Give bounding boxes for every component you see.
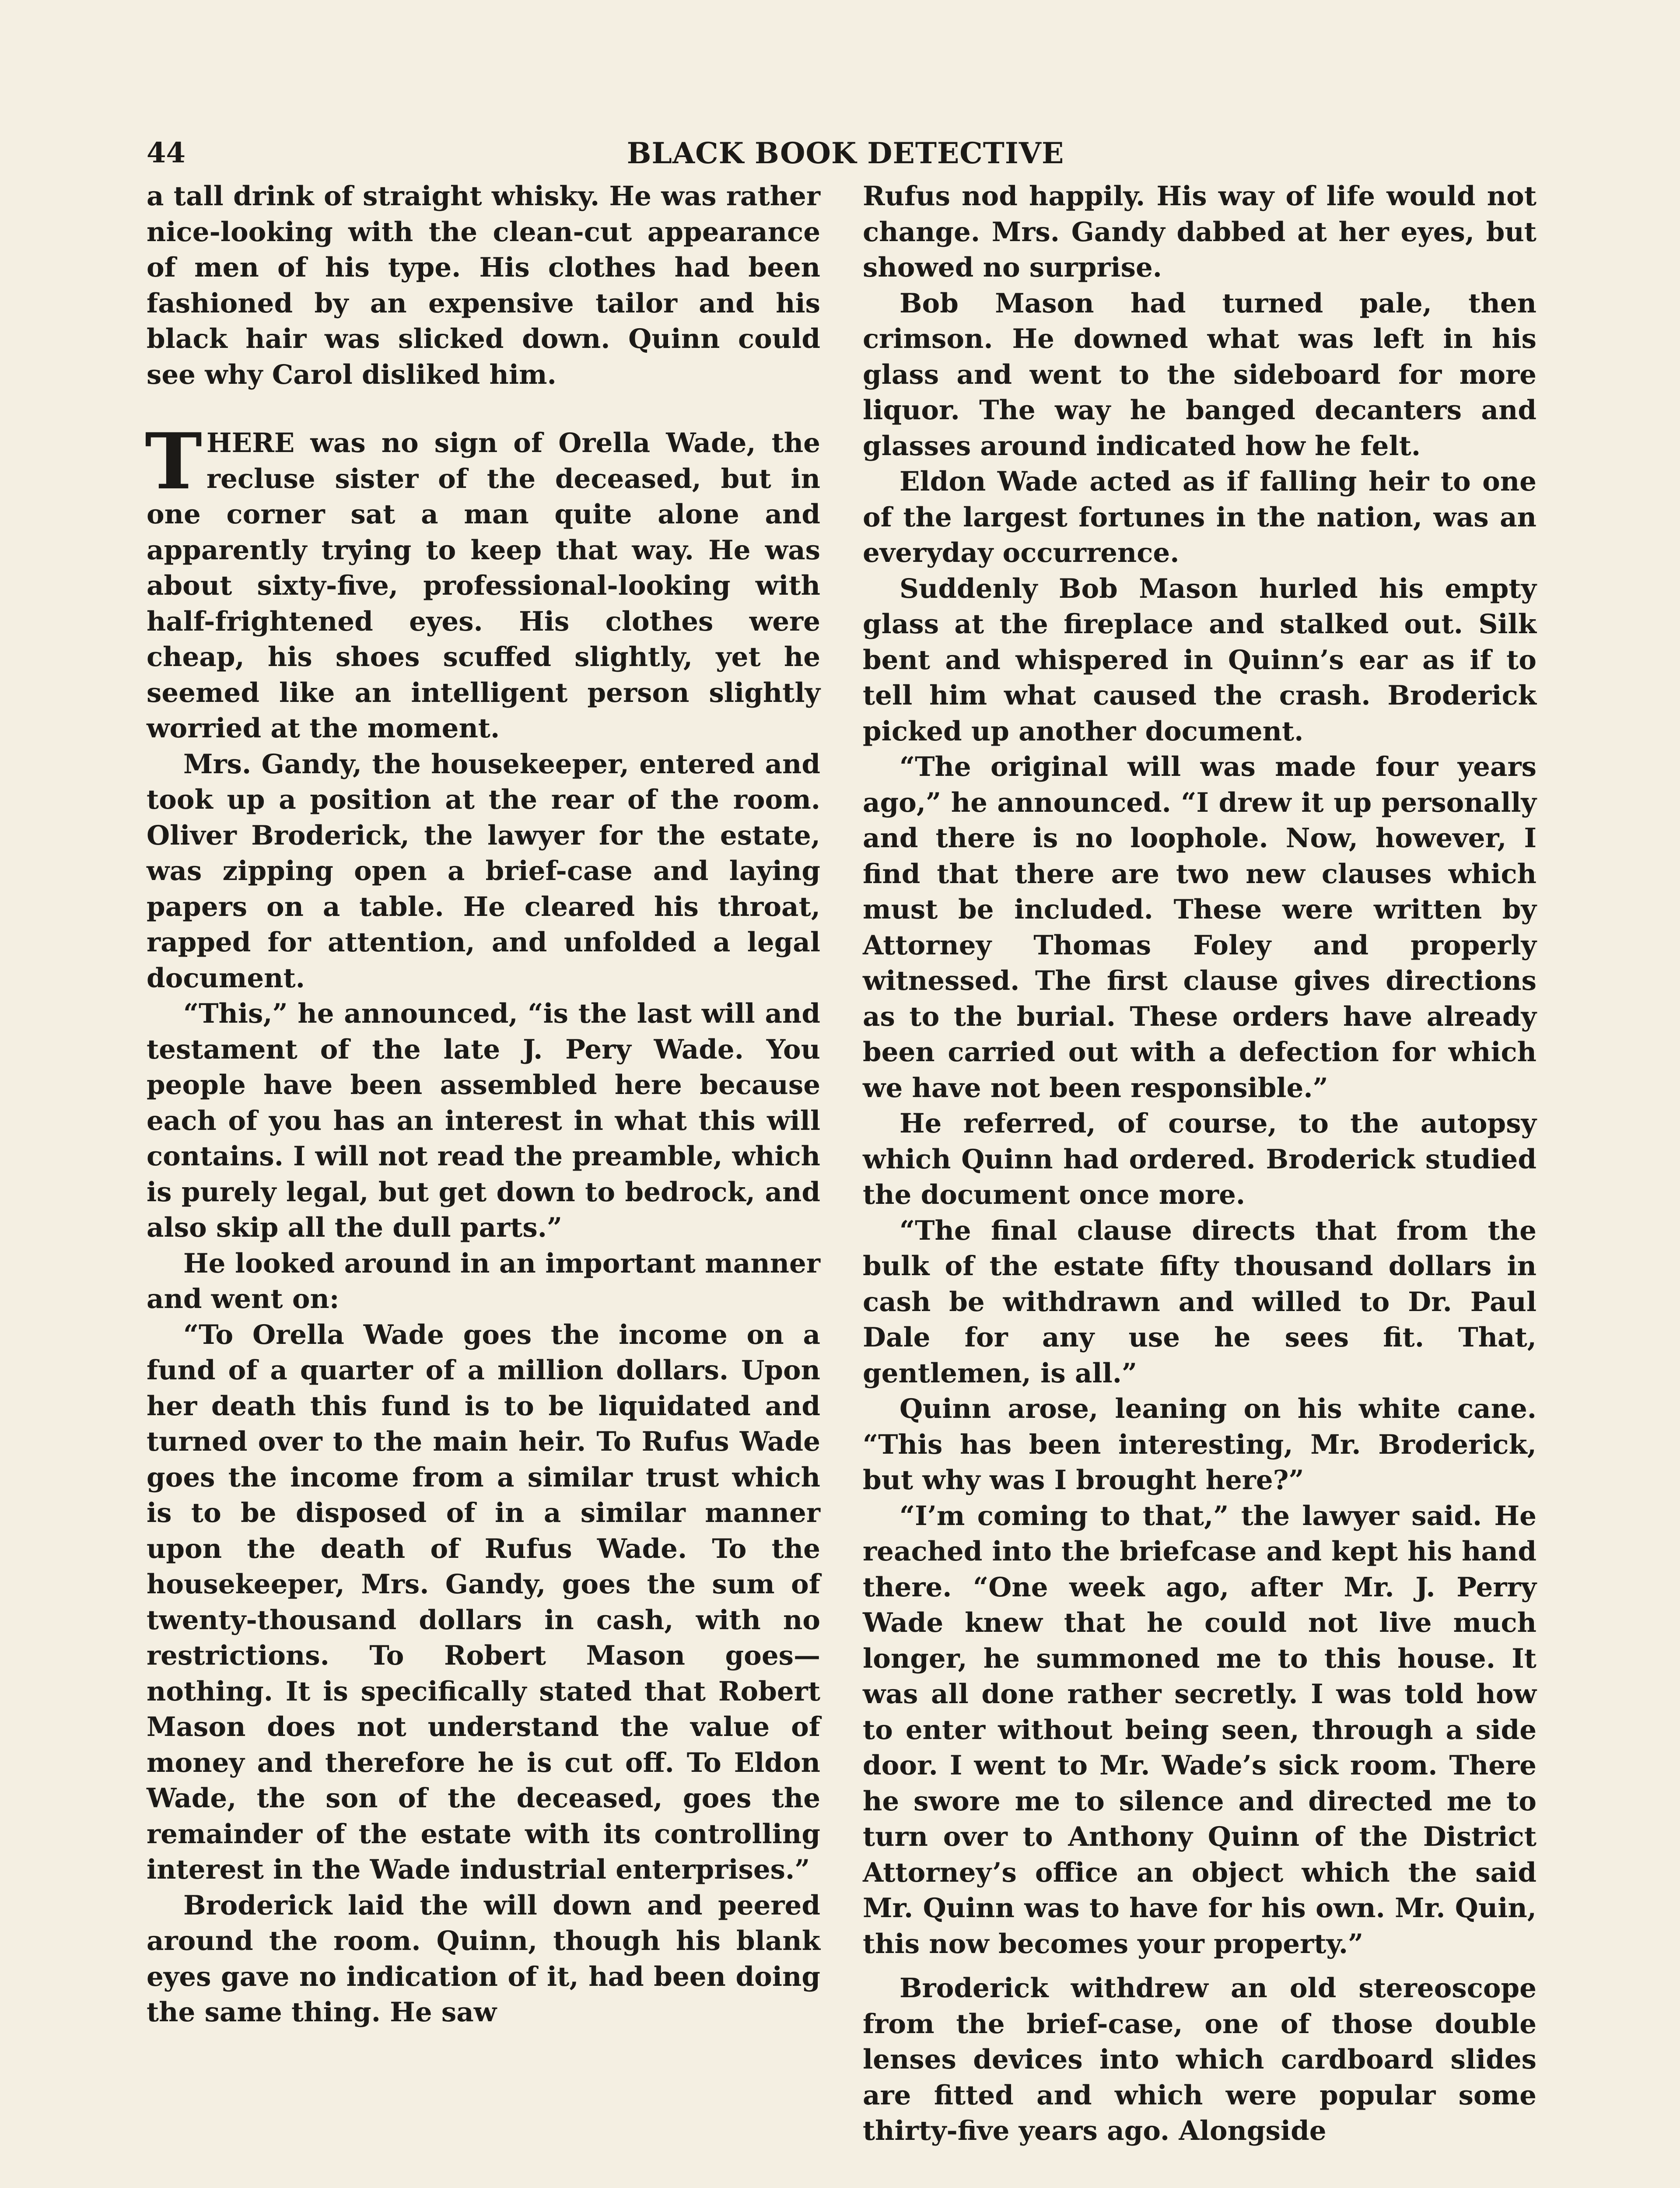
paragraph: “The final clause directs that from the bulk of the estate fifty thousand dollars in cash be withdrawn and willed to Dr. Paul Dale for any use he sees fit. That, gentlemen, is all.” [863,1215,1536,1389]
paragraph: “This,” he announced, “is the last will and testament of the late J. Pery Wade. You people have been assembled here because each of you has an interest in what this will contains. I will not read the preamble, which is purely legal, but get down to bedrock, and also skip all the dull parts.” [147,998,820,1243]
paragraph: Quinn arose, leaning on his white cane. “This has been interesting, Mr. Broderick, but why was I brought here?” [863,1393,1536,1496]
paragraph: He looked around in an important manner and went on: [147,1248,820,1315]
left-column [147,179,820,2030]
paragraph: Eldon Wade acted as if falling heir to one of the largest fortunes in the nation, was an everyday occurrence. [863,466,1536,568]
paragraph-with-dropcap [145,416,820,747]
paragraph: Mrs. Gandy, the housekeeper, entered and took up a position at the rear of the room. Oliver Broderick, the lawyer for the estate, was zipping open a brief-case and laying papers on a table. He cleared his throat, rapped for attention, and unfolded a legal document. [147,748,820,994]
paragraph: a tall drink of straight whisky. He was rather nice-looking with the clean-cut appearance of men of his type. His clothes had been fashioned by an expensive tailor and his black hair was slicked down. Quinn could see why Carol disliked him. [147,181,820,390]
magazine-title: BLACK BOOK DETECTIVE [626,136,1064,170]
paragraph: “The original will was made four years ago,” he announced. “I drew it up personally and there is no loophole. Now, however, I find that there are two new clauses which must be included. These were written by Attorney Thomas Foley and properly witnessed. The first clause gives directions as to the burial. These orders have already been carried out with a defection for which we have not been responsible.” [863,751,1536,1104]
paragraph: He referred, of course, to the autopsy which Quinn had ordered. Broderick studied the document once more. [863,1108,1536,1210]
paragraph: Broderick withdrew an old stereoscope from the brief-case, one of those double lenses devices into which cardboard slides are fitted and which were popular some thirty-five years ago. Alongside [863,1973,1536,2146]
drop-cap: T [145,416,202,507]
page-number: 44 [147,137,186,169]
paragraph: “I’m coming to that,” the lawyer said. He reached into the briefcase and kept his hand there. “One week ago, after Mr. J. Perry Wade knew that he could not live much longer, he summoned me to this house. It was all done rather secretly. I was told how to enter without being seen, through a side door. I went to Mr. Wade’s sick room. There he swore me to silence and directed me to turn over to Anthony Quinn of the District Attorney’s office an object which the said Mr. Quinn was to have for his own. Mr. Quin, this now becomes your property.” [863,1500,1536,1960]
paragraph: Rufus nod happily. His way of life would not change. Mrs. Gandy dabbed at her eyes, but showed no surprise. [863,181,1536,283]
paragraph: Suddenly Bob Mason hurled his empty glass at the fireplace and stalked out. Silk bent and whispered in Quinn’s ear as if to tell him what caused the crash. Broderick picked up another document. [863,573,1536,747]
page-header [147,131,1544,175]
paragraph: Bob Mason had turned pale, then crimson. He downed what was left in his glass and went to the sideboard for more liquor. The way he banged decanters and glasses around indicated how he felt. [863,288,1536,462]
paragraph: “To Orella Wade goes the income on a fund of a quarter of a million dollars. Upon her death this fund is to be liquidated and turned over to the main heir. To Rufus Wade goes the income from a similar trust which is to be disposed of in a similar manner upon the death of Rufus Wade. To the housekeeper, Mrs. Gandy, goes the sum of twenty-thousand dollars in cash, with no restrictions. To Robert Mason goes—nothing. It is specifically stated that Robert Mason does not understand the value of money and therefore he is cut off. To Eldon Wade, the son of the deceased, goes the remainder of the estate with its controlling interest in the Wade industrial enterprises.” [147,1319,820,1885]
right-column [863,179,1536,2149]
paragraph: Broderick laid the will down and peered around the room. Quinn, though his blank eyes gave no indication of it, had been doing the same thing. He saw [147,1890,820,2028]
paragraph-text: HERE was no sign of Orella Wade, the recluse sister of the deceased, but in one corner sat a man quite alone and apparently trying to keep that way. He was about sixty-five, professional-looking with half-frightened eyes. His clothes were cheap, his shoes scuffed slightly, yet he seemed like an intelligent person slightly worried at the moment. [147,428,820,744]
